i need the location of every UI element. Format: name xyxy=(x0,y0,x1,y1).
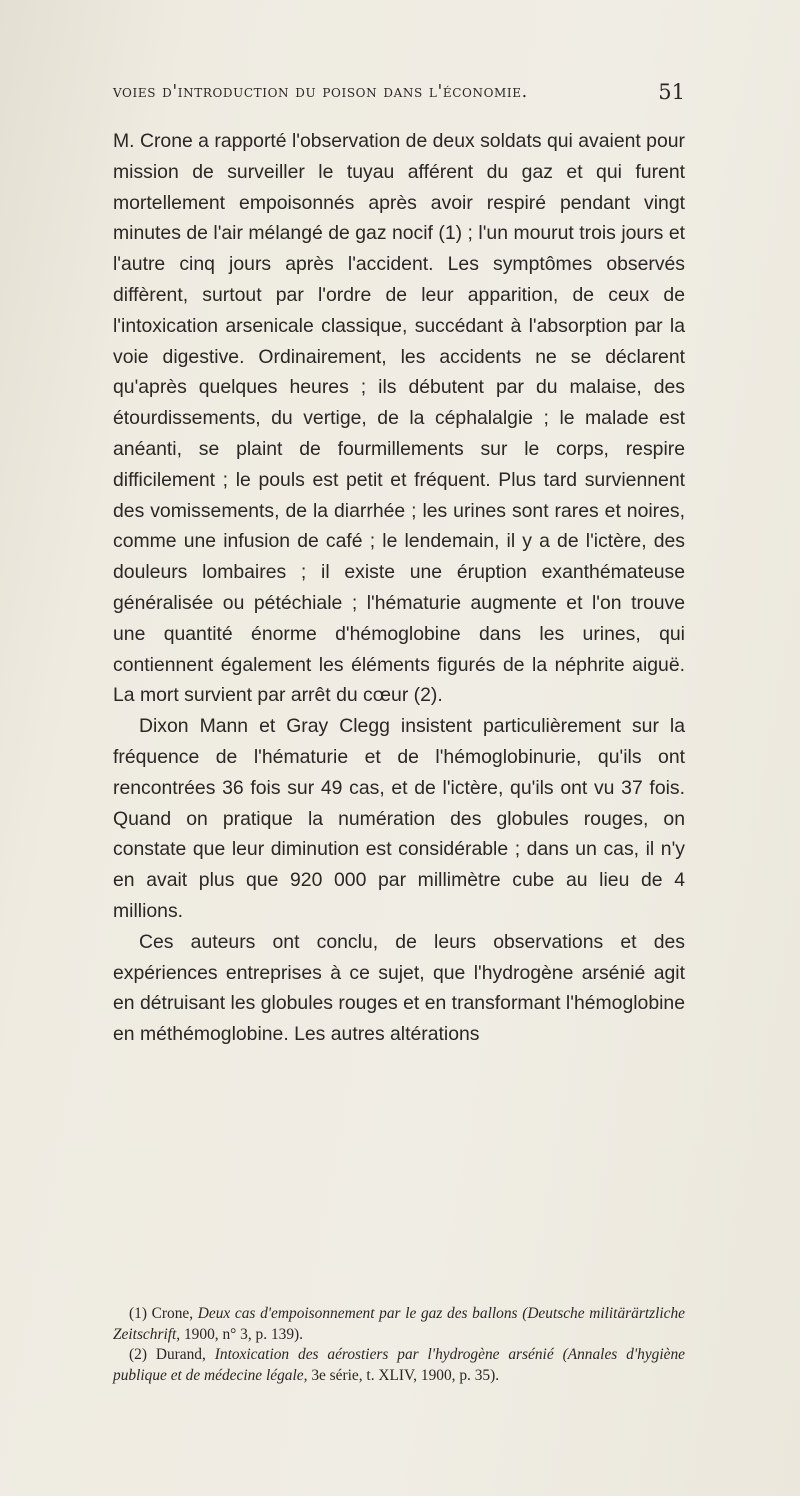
paragraph-3: Ces auteurs ont conclu, de leurs observations et des expériences entreprises à ce sujet, que l'hydrogène arsénié agit en détruisant les globules rouges et en transformant l'hémoglobine en méthémoglobine. Les autres altérations xyxy=(113,930,685,1046)
paragraph-1: M. Crone a rapporté l'observation de deux soldats qui avaient pour mission de surveiller le tuyau afférent du gaz et qui furent mortellement empoisonnés après avoir respiré pendant vingt minutes de l'air mélangé de gaz nocif (1) ; l'un mourut trois jours et l'autre cinq jours après l'accident. Les symptômes observés diffèrent, surtout par l'ordre de leur apparition, de ceux de l'intoxication arsenicale classique, succédant à l'absorption par la voie digestive. Ordinairement, les accidents ne se déclarent qu'après quelques heures ; ils débutent par du malaise, des étourdissements, du vertige, de la céphalalgie ; le malade est anéanti, se plaint de fourmillements sur le corps, respire difficilement ; le pouls est petit et fréquent. Plus tard surviennent des vomissements, de la diarrhée ; les urines sont rares et noires, comme une infusion de café ; le lendemain, il y a de l'ictère, des douleurs lombaires ; il existe une éruption exanthémateuse généralisée ou pétéchiale ; l'hématurie augmente et l'on trouve une quantité énorme d'hémoglobine dans les urines, qui contiennent également les éléments figurés de la néphrite aiguë. La mort survient par arrêt du cœur (2). xyxy=(113,130,685,707)
footnote-1-source: (Deutsche militärärtzliche Zeitschrift, xyxy=(113,1305,685,1343)
footnote-2 xyxy=(113,1345,685,1386)
footnote-1-marker: (1) xyxy=(129,1305,147,1322)
running-title: voies d'introduction du poison dans l'économie. xyxy=(113,82,528,102)
paragraph-2: Dixon Mann et Gray Clegg insistent particulièrement sur la fréquence de l'hématurie et de l'hémoglobinurie, qu'ils ont rencontrées 36 fois sur 49 cas, et de l'ictère, qu'ils ont vu 37 fois. Quand on pratique la numération des globules rouges, on constate que leur diminution est considérable ; dans un cas, il n'y en avait plus que 920 000 par millimètre cube au lieu de 4 millions. xyxy=(113,715,685,922)
footnote-1 xyxy=(113,1304,685,1345)
footnote-2-marker: (2) xyxy=(129,1346,147,1363)
footnote-1-author: Crone, xyxy=(151,1305,194,1322)
footnote-2-source: (Annales d'hygiène publique et de médecine légale, xyxy=(113,1346,685,1384)
footnotes xyxy=(113,1304,685,1386)
footnote-1-title: Deux cas d'empoisonnement par le gaz des ballons xyxy=(197,1305,518,1322)
footnote-2-title: Intoxication des aérostiers par l'hydrogène arsénié xyxy=(214,1346,554,1363)
body-text xyxy=(113,126,685,1050)
running-head xyxy=(113,82,685,112)
footnote-2-rest: 3e série, t. XLIV, 1900, p. 35). xyxy=(311,1366,500,1384)
page-number: 51 xyxy=(658,80,685,104)
footnote-2-author: Durand, xyxy=(155,1346,206,1363)
footnote-1-rest: 1900, n° 3, p. 139). xyxy=(183,1325,303,1343)
